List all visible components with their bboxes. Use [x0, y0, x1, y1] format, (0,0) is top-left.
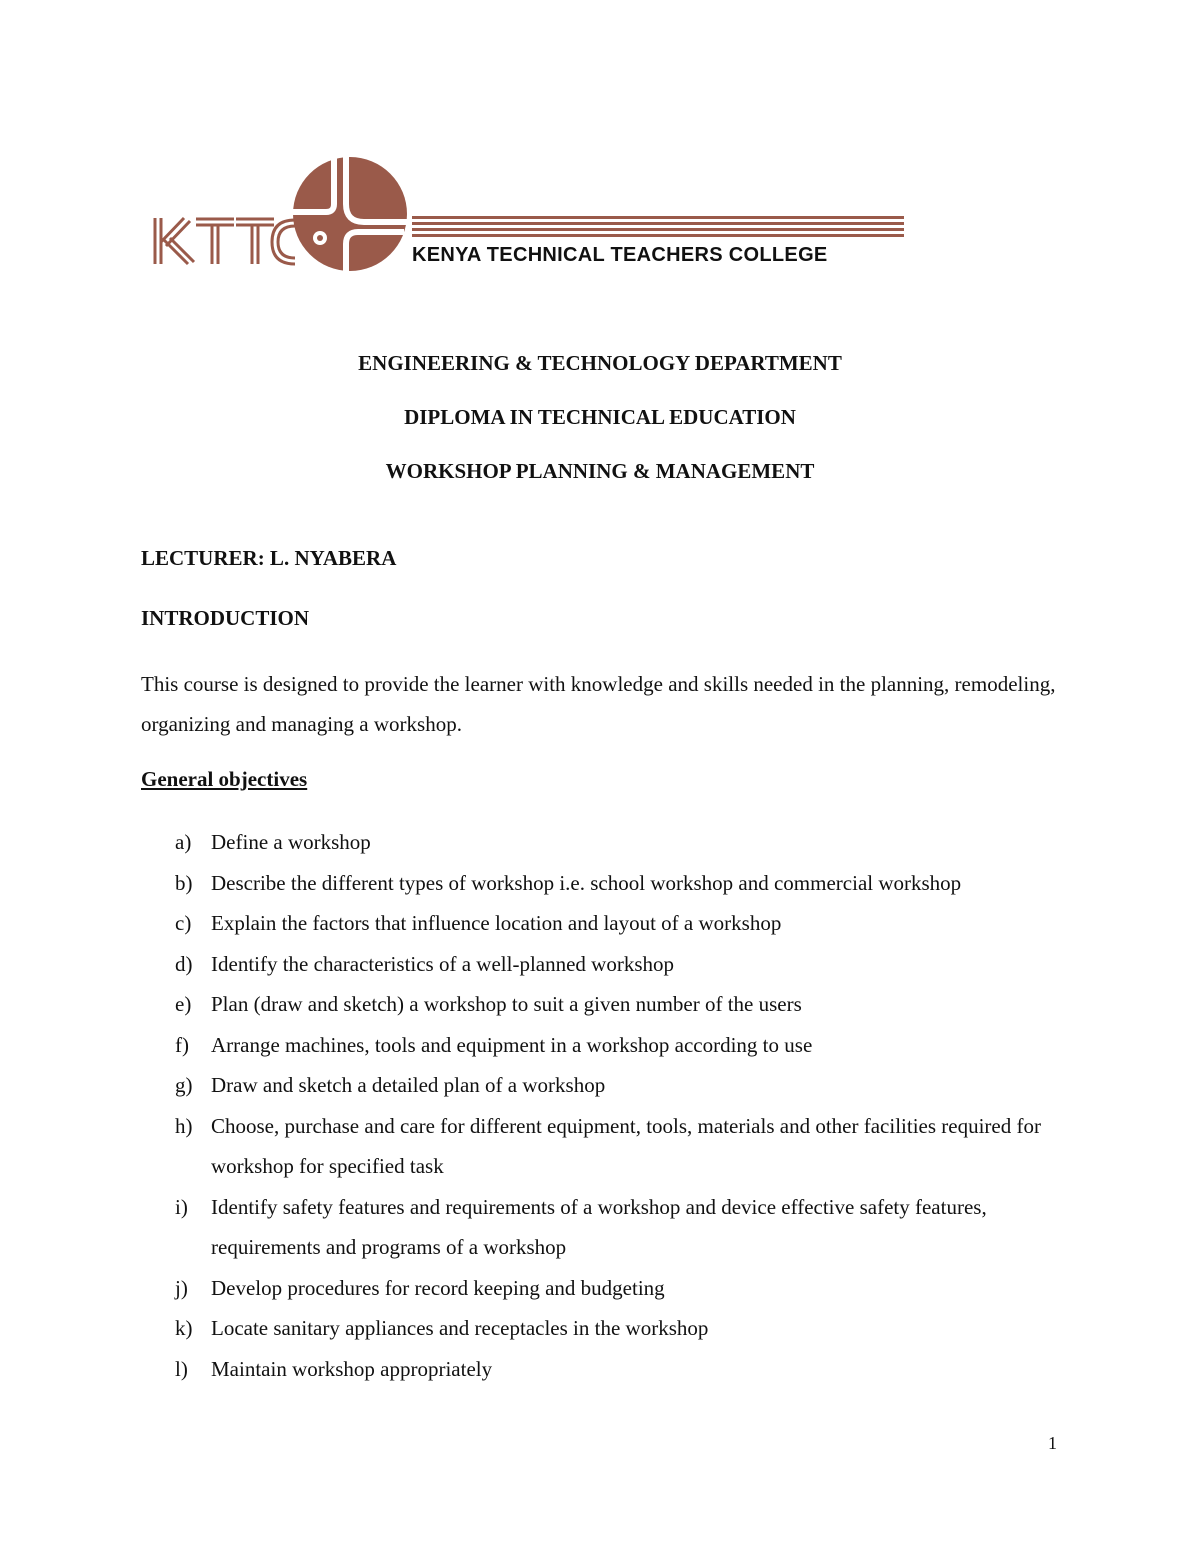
- list-text: Explain the factors that influence location and layout of a workshop: [211, 911, 782, 935]
- list-item: [175, 1349, 1075, 1390]
- list-marker: b): [175, 870, 193, 895]
- list-text: Develop procedures for record keeping and budgeting: [211, 1275, 665, 1300]
- list-item: [175, 863, 1075, 904]
- course-title: WORKSHOP PLANNING & MANAGEMENT: [385, 459, 815, 483]
- list-marker: e): [175, 992, 192, 1016]
- list-item: [175, 984, 1075, 1025]
- list-text: Choose, purchase and care for different equipment, tools, materials and other facilities required for workshop for specified task: [211, 1113, 1041, 1178]
- list-text: Describe the different types of workshop i.e. school workshop and commercial workshop: [211, 870, 962, 895]
- page-number: 1: [1048, 1433, 1057, 1453]
- college-name: KENYA TECHNICAL TEACHERS COLLEGE: [412, 244, 828, 266]
- list-item: [175, 1187, 1075, 1268]
- list-item: [175, 1065, 1075, 1106]
- list-item: [175, 822, 1075, 863]
- objectives-heading: General objectives: [141, 767, 308, 791]
- list-marker: k): [175, 1316, 193, 1340]
- list-marker: d): [175, 951, 193, 976]
- list-marker: j): [175, 1275, 188, 1300]
- list-text: Identify the characteristics of a well-planned workshop: [211, 951, 674, 976]
- department-title: ENGINEERING & TECHNOLOGY DEPARTMENT: [358, 351, 842, 375]
- list-item: [175, 903, 1075, 944]
- introduction-text: This course is designed to provide the learner with knowledge and skills needed in the planning, remodeling, organizing and managing a workshop.: [141, 672, 1056, 736]
- objectives-list: [175, 822, 1075, 1389]
- list-item: [175, 944, 1075, 985]
- list-marker: i): [175, 1194, 188, 1219]
- list-item: [175, 1106, 1075, 1187]
- list-text: Draw and sketch a detailed plan of a workshop: [211, 1073, 606, 1097]
- list-marker: a): [175, 830, 192, 854]
- list-text: Define a workshop: [211, 830, 371, 854]
- list-marker: f): [175, 1032, 189, 1057]
- list-text: Locate sanitary appliances and receptacles in the workshop: [211, 1316, 709, 1340]
- list-marker: g): [175, 1073, 193, 1097]
- lecturer-line: LECTURER: L. NYABERA: [141, 546, 397, 570]
- list-text: Maintain workshop appropriately: [211, 1356, 493, 1381]
- list-marker: c): [175, 911, 192, 935]
- introduction-heading: INTRODUCTION: [141, 606, 310, 630]
- list-text: Identify safety features and requirements of a workshop and device effective safety features, requirements and programs of a workshop: [211, 1194, 987, 1259]
- list-text: Plan (draw and sketch) a workshop to suit a given number of the users: [211, 992, 802, 1016]
- list-marker: h): [175, 1113, 193, 1138]
- list-text: Arrange machines, tools and equipment in a workshop according to use: [211, 1032, 813, 1057]
- list-marker: l): [175, 1356, 188, 1381]
- list-item: [175, 1025, 1075, 1066]
- list-item: [175, 1308, 1075, 1349]
- list-item: [175, 1268, 1075, 1309]
- program-title: DIPLOMA IN TECHNICAL EDUCATION: [404, 405, 796, 429]
